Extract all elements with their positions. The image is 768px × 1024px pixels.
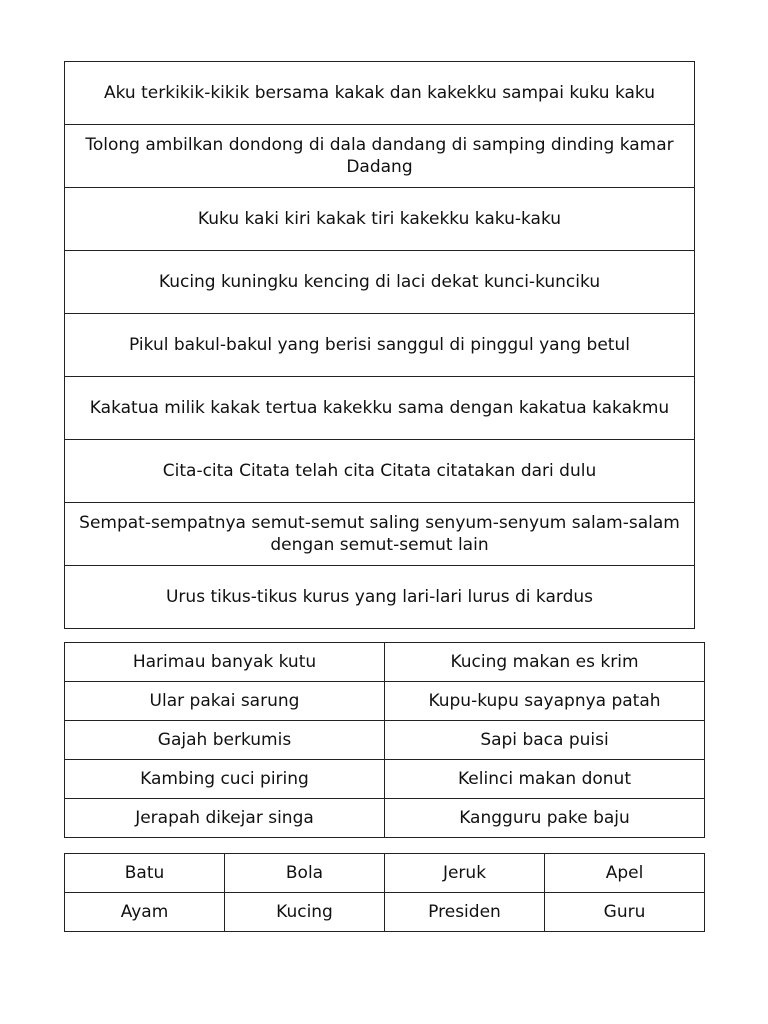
tongue-twister-cell: Sempat-sempatnya semut-semut saling senyum-senyum salam-salam dengan semut-semut lain: [65, 503, 695, 566]
table-row: [65, 251, 695, 314]
tongue-twister-cell: Pikul bakul-bakul yang berisi sanggul di pinggul yang betul: [65, 314, 695, 377]
tongue-twister-cell: Cita-cita Citata telah cita Citata citatakan dari dulu: [65, 440, 695, 503]
phrase-cell: Kelinci makan donut: [385, 760, 705, 799]
word-cell: Presiden: [385, 893, 545, 932]
tongue-twister-table: [64, 61, 695, 629]
word-cell: Guru: [545, 893, 705, 932]
table-row: [65, 643, 705, 682]
table-row: [65, 682, 705, 721]
phrase-cell: Jerapah dikejar singa: [65, 799, 385, 838]
table-row: [65, 377, 695, 440]
word-cell: Ayam: [65, 893, 225, 932]
phrase-cell: Sapi baca puisi: [385, 721, 705, 760]
word-cell: Bola: [225, 854, 385, 893]
tongue-twister-cell: Kakatua milik kakak tertua kakekku sama dengan kakatua kakakmu: [65, 377, 695, 440]
table-row: [65, 854, 705, 893]
tongue-twister-cell: Kuku kaki kiri kakak tiri kakekku kaku-kaku: [65, 188, 695, 251]
table-row: [65, 721, 705, 760]
phrase-cell: Gajah berkumis: [65, 721, 385, 760]
word-cell: Batu: [65, 854, 225, 893]
table-row: [65, 188, 695, 251]
animal-phrase-table: [64, 642, 705, 838]
phrase-cell: Kambing cuci piring: [65, 760, 385, 799]
table-row: [65, 440, 695, 503]
phrase-cell: Kupu-kupu sayapnya patah: [385, 682, 705, 721]
table-row: [65, 760, 705, 799]
table-row: [65, 503, 695, 566]
tongue-twister-cell: Aku terkikik-kikik bersama kakak dan kakekku sampai kuku kaku: [65, 62, 695, 125]
table-row: [65, 893, 705, 932]
word-table: [64, 853, 705, 932]
table-row: [65, 799, 705, 838]
tongue-twister-cell: Urus tikus-tikus kurus yang lari-lari lurus di kardus: [65, 566, 695, 629]
table-row: [65, 125, 695, 188]
table-row: [65, 314, 695, 377]
phrase-cell: Kucing makan es krim: [385, 643, 705, 682]
table-row: [65, 62, 695, 125]
word-cell: Kucing: [225, 893, 385, 932]
phrase-cell: Kangguru pake baju: [385, 799, 705, 838]
word-cell: Apel: [545, 854, 705, 893]
tongue-twister-cell: Kucing kuningku kencing di laci dekat kunci-kunciku: [65, 251, 695, 314]
table-row: [65, 566, 695, 629]
tongue-twister-cell: Tolong ambilkan dondong di dala dandang di samping dinding kamar Dadang: [65, 125, 695, 188]
phrase-cell: Ular pakai sarung: [65, 682, 385, 721]
word-cell: Jeruk: [385, 854, 545, 893]
phrase-cell: Harimau banyak kutu: [65, 643, 385, 682]
